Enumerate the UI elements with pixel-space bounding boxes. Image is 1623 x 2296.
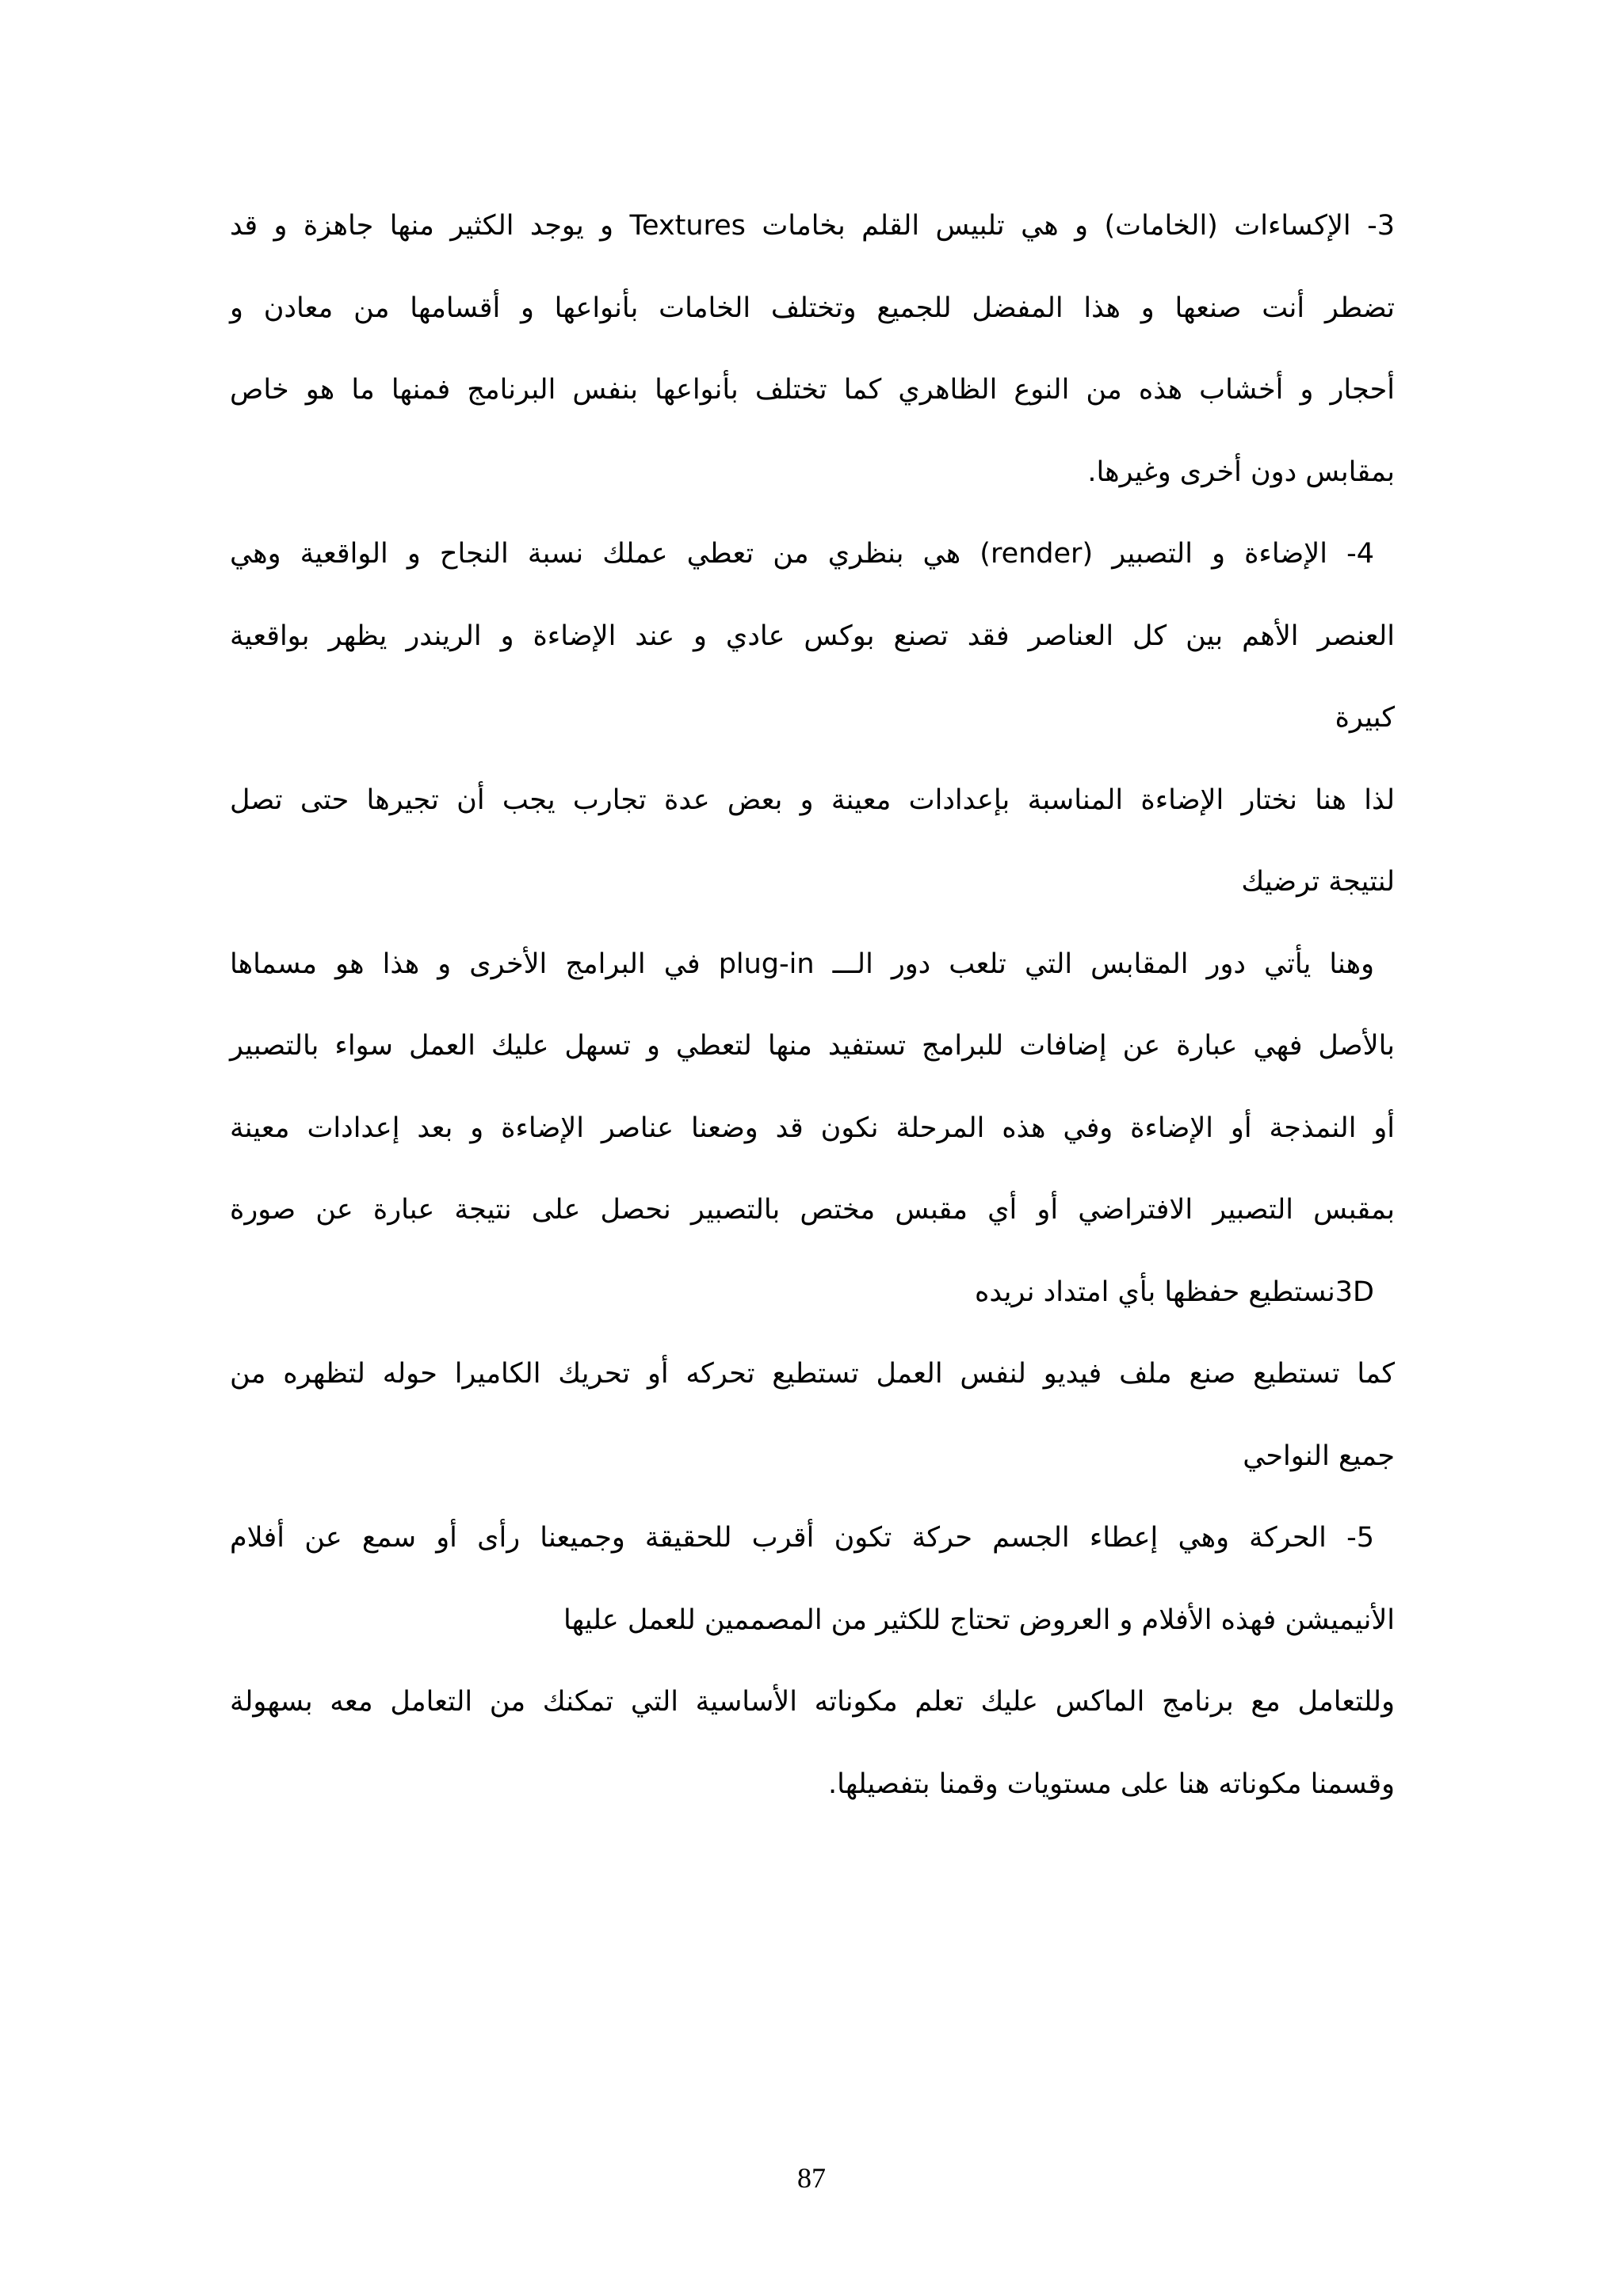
text-line: كما تستطيع صنع ملف فيديو لنفس العمل تستطيع تحركه أو تحريك الكاميرا حوله لتظهره من bbox=[230, 1358, 1395, 1390]
text-line: وهنا يأتي دور المقابس التي تلعب دور الـــ plug-in في البرامج الأخرى و هذا هو مسماها bbox=[230, 948, 1374, 980]
text-line: الأنيميشن فهذه الأفلام و العروض تحتاج للكثير من المصممين للعمل عليها bbox=[563, 1604, 1395, 1636]
text-line: لنتيجة ترضيك bbox=[1241, 866, 1395, 898]
text-line: العنصر الأهم بين كل العناصر فقد تصنع بوكس عادي و عند الإضاءة و الريندر يظهر بواقعية bbox=[230, 620, 1395, 652]
text-line: تضطر أنت صنعها و هذا المفضل للجميع وتختلف الخامات بأنواعها و أقسامها من معادن و bbox=[230, 292, 1395, 324]
text-line: وقسمنا مكوناته هنا على مستويات وقمنا بتفصيلها. bbox=[828, 1768, 1395, 1800]
body-text bbox=[230, 185, 1395, 1825]
text-line: جميع النواحي bbox=[1243, 1440, 1395, 1472]
text-line: أحجار و أخشاب هذه من النوع الظاهري كما تختلف بأنواعها بنفس البرنامج فمنها ما هو خاص bbox=[230, 374, 1395, 406]
text-line: كبيرة bbox=[1335, 702, 1395, 734]
text-line: لذا هنا نختار الإضاءة المناسبة بإعدادات معينة و بعض عدة تجارب يجب أن تجيرها حتى تصل bbox=[230, 784, 1395, 816]
text-line: 3Dنستطيع حفظها بأي امتداد نريده bbox=[974, 1276, 1374, 1308]
page-number: 87 bbox=[797, 2162, 826, 2194]
text-line: أو النمذجة أو الإضاءة وفي هذه المرحلة نكون قد وضعنا عناصر الإضاءة و بعد إعدادات معينة bbox=[230, 1112, 1395, 1144]
text-line: وللتعامل مع برنامج الماكس عليك تعلم مكوناته الأساسية التي تمكنك من التعامل معه بسهولة bbox=[230, 1686, 1395, 1718]
text-line: بمقابس دون أخرى وغيرها. bbox=[1087, 456, 1395, 488]
text-line: 4- الإضاءة و التصبير (render) هي بنظري من تعطي عملك نسبة النجاح و الواقعية وهي bbox=[230, 538, 1374, 570]
text-line: 5- الحركة وهي إعطاء الجسم حركة تكون أقرب للحقيقة وجميعنا رأى أو سمع عن أفلام bbox=[230, 1522, 1374, 1554]
text-line: بالأصل فهي عبارة عن إضافات للبرامج تستفيد منها لتعطي و تسهل عليك العمل سواء بالتصبير bbox=[230, 1030, 1395, 1062]
text-line: بمقبس التصبير الافتراضي أو أي مقبس مختص بالتصبير نحصل على نتيجة عبارة عن صورة bbox=[230, 1194, 1395, 1226]
text-line: 3- الإكساءات (الخامات) و هي تلبيس القلم بخامات Textures و يوجد الكثير منها جاهزة و قد bbox=[230, 210, 1395, 242]
